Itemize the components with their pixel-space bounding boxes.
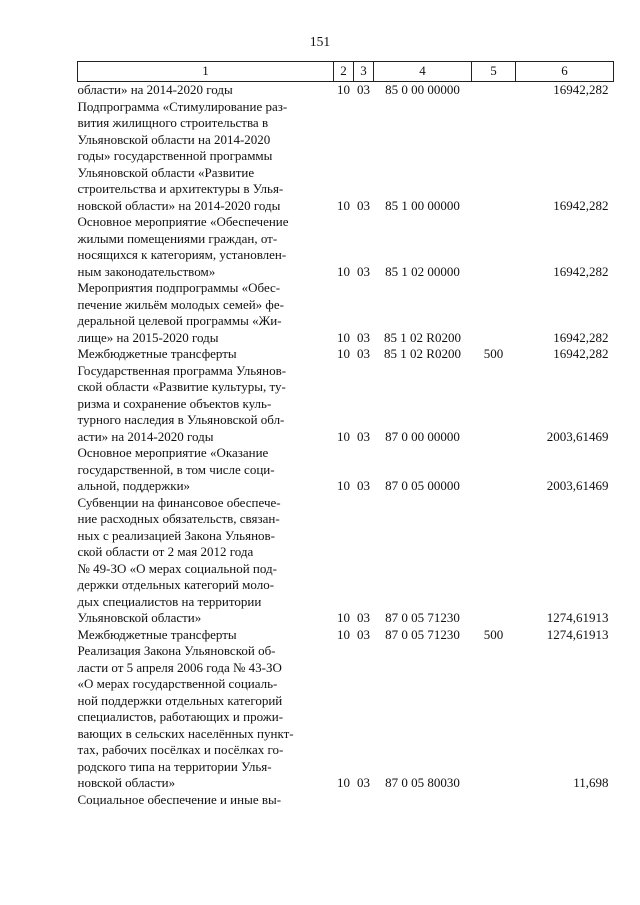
row-name-cell — [78, 627, 334, 644]
row-name-line: дых специалистов на территории — [77, 593, 262, 609]
row-name-line: ние расходных обязательств, связан- — [77, 511, 280, 526]
row-name-cell — [78, 495, 334, 627]
row-name-line: ризма и сохранение объектов куль- — [77, 395, 272, 411]
row-target-article-code: 87 0 05 80030 — [385, 775, 460, 790]
row-subsection-code: 03 — [357, 82, 370, 97]
row-amount: 16942,282 — [553, 329, 609, 345]
table-row — [78, 495, 614, 627]
row-name-line: Основное мероприятие «Оказание — [77, 445, 269, 460]
row-name-line: ласти от 5 апреля 2006 года № 43-ЗО — [77, 659, 282, 675]
row-name-line: Государственная программа Ульянов- — [77, 362, 287, 378]
row-name-line: Основное мероприятие «Обеспечение — [77, 214, 289, 229]
row-name-line: держки отдельных категорий моло- — [77, 577, 275, 592]
row-target-article-code: 85 1 02 00000 — [385, 263, 460, 279]
table-row — [78, 214, 614, 280]
row-name-line: новской области» — [77, 775, 176, 790]
table-row — [78, 643, 614, 792]
table-row — [78, 346, 614, 363]
row-name-line: Межбюджетные трансферты — [77, 626, 237, 642]
row-name-line: Реализация Закона Ульяновской об- — [77, 643, 276, 658]
row-name-line: № 49-ЗО «О мерах социальной под- — [77, 560, 277, 576]
row-name-cell — [78, 346, 334, 363]
row-subsection-code: 03 — [357, 263, 370, 279]
row-name-line: родского типа на территории Улья- — [77, 758, 272, 774]
row-subsection-code: 03 — [357, 610, 370, 625]
row-name-cell — [78, 445, 334, 495]
row-amount: 16942,282 — [553, 263, 609, 279]
table-row — [78, 627, 614, 644]
row-expense-type-code — [472, 495, 516, 627]
row-amount: 2003,61469 — [546, 478, 609, 493]
row-section-code — [334, 792, 354, 809]
row-section-code: 10 — [337, 346, 350, 361]
row-name-line: строительства и архитектуры в Улья- — [77, 181, 284, 196]
row-target-article-code: 85 1 00 00000 — [385, 197, 460, 213]
row-section-code: 10 — [337, 329, 350, 345]
row-target-article-code: 85 1 02 R0200 — [384, 329, 461, 345]
row-name-cell — [78, 214, 334, 280]
row-name-line: Межбюджетные трансферты — [77, 346, 237, 361]
table-row — [78, 99, 614, 215]
row-name-line: носящихся к категориям, установлен- — [77, 247, 287, 262]
row-section-code: 10 — [337, 197, 350, 213]
row-name-line: Мероприятия подпрограммы «Обес- — [77, 280, 281, 295]
row-expense-type-code — [472, 792, 516, 809]
budget-table — [77, 61, 614, 808]
row-target-article-code: 87 0 05 71230 — [385, 610, 460, 625]
row-subsection-code: 03 — [357, 197, 370, 213]
table-row — [78, 363, 614, 446]
row-section-code: 10 — [337, 610, 350, 625]
header-col-5: 5 — [472, 62, 516, 82]
row-target-article-code: 87 0 05 71230 — [385, 626, 460, 642]
page-number: 151 — [309, 34, 331, 49]
row-section-code: 10 — [337, 263, 350, 279]
header-col-6: 6 — [516, 62, 614, 82]
header-row — [78, 62, 614, 82]
row-name-line: лище» на 2015-2020 годы — [77, 329, 219, 345]
header-col-4: 4 — [374, 62, 472, 82]
row-subsection-code: 03 — [357, 626, 370, 642]
row-subsection-code: 03 — [357, 329, 370, 345]
row-name-line: новской области» на 2014-2020 годы — [77, 197, 281, 213]
row-target-article-code: 87 0 05 00000 — [385, 478, 460, 493]
row-name-line: альной, поддержки» — [77, 478, 191, 493]
row-target-article-code — [374, 792, 472, 809]
row-subsection-code — [354, 792, 374, 809]
table-row — [78, 82, 614, 99]
row-section-code: 10 — [337, 82, 350, 97]
row-name-line: ной поддержки отдельных категорий — [77, 692, 283, 708]
row-amount: 16942,282 — [553, 197, 609, 213]
row-name-line: вития жилищного строительства в — [77, 115, 269, 130]
row-name-line: Субвенции на финансовое обеспече- — [77, 494, 281, 510]
row-name-cell — [78, 280, 334, 346]
row-amount — [516, 792, 614, 809]
row-subsection-code: 03 — [357, 478, 370, 493]
row-name-line: турного наследия в Ульяновской обл- — [77, 412, 285, 427]
row-expense-type-code — [472, 214, 516, 280]
row-name-line: ных с реализацией Закона Ульянов- — [77, 527, 275, 543]
row-name-line: Социальное обеспечение и иные вы- — [77, 791, 282, 807]
row-name-line: вающих в сельских населённых пункт- — [77, 725, 294, 741]
table-header — [78, 62, 614, 82]
row-name-line: государственной, в том числе соци- — [77, 461, 275, 477]
row-name-line: жилыми помещениями граждан, от- — [77, 230, 278, 246]
row-name-cell — [78, 82, 334, 99]
row-amount: 11,698 — [573, 775, 609, 790]
row-name-line: тах, рабочих посёлках и посёлках го- — [77, 742, 284, 757]
row-section-code: 10 — [337, 626, 350, 642]
row-name-cell — [78, 792, 334, 809]
row-expense-type-code — [472, 99, 516, 215]
row-section-code: 10 — [337, 478, 350, 493]
row-section-code: 10 — [337, 775, 350, 790]
row-name-line: Подпрограмма «Стимулирование раз- — [77, 98, 288, 114]
row-target-article-code: 85 1 02 R0200 — [384, 346, 461, 361]
header-col-1: 1 — [78, 62, 334, 82]
table-row — [78, 792, 614, 809]
row-name-line: годы» государственной программы — [77, 148, 273, 163]
row-target-article-code: 87 0 00 00000 — [385, 428, 460, 444]
row-amount: 16942,282 — [553, 82, 609, 97]
table-row — [78, 280, 614, 346]
row-name-line: Ульяновской области» — [77, 610, 202, 625]
row-name-line: ской области от 2 мая 2012 года — [77, 544, 254, 559]
row-expense-type-code: 500 — [483, 626, 504, 642]
row-expense-type-code — [472, 445, 516, 495]
table-row — [78, 445, 614, 495]
row-amount: 16942,282 — [553, 346, 609, 361]
header-col-2: 2 — [334, 62, 354, 82]
row-name-cell — [78, 363, 334, 446]
row-expense-type-code — [472, 363, 516, 446]
row-target-article-code: 85 0 00 00000 — [385, 82, 460, 97]
row-name-line: Ульяновской области «Развитие — [77, 164, 255, 180]
row-amount: 2003,61469 — [546, 428, 609, 444]
row-subsection-code: 03 — [357, 775, 370, 790]
row-name-line: деральной целевой программы «Жи- — [77, 313, 282, 328]
row-expense-type-code: 500 — [483, 346, 504, 361]
row-section-code: 10 — [337, 428, 350, 444]
row-subsection-code: 03 — [357, 346, 370, 361]
row-name-line: ным законодательством» — [77, 263, 216, 279]
row-name-line: печение жильём молодых семей» фе- — [77, 296, 284, 312]
row-name-line: «О мерах государственной социаль- — [77, 676, 278, 691]
row-subsection-code: 03 — [357, 428, 370, 444]
row-expense-type-code — [472, 280, 516, 346]
row-name-line: ской области «Развитие культуры, ту- — [77, 379, 286, 394]
table-body — [78, 82, 614, 809]
header-col-3: 3 — [354, 62, 374, 82]
row-amount: 1274,61913 — [546, 626, 609, 642]
row-name-line: Ульяновской области на 2014-2020 — [77, 131, 271, 147]
row-name-line: области» на 2014-2020 годы — [77, 82, 233, 97]
row-name-cell — [78, 643, 334, 792]
row-amount: 1274,61913 — [546, 610, 609, 625]
row-expense-type-code — [472, 82, 516, 99]
row-expense-type-code — [472, 643, 516, 792]
row-name-line: асти» на 2014-2020 годы — [77, 428, 214, 444]
row-name-cell — [78, 99, 334, 215]
row-name-line: специалистов, работающих и прожи- — [77, 709, 284, 724]
